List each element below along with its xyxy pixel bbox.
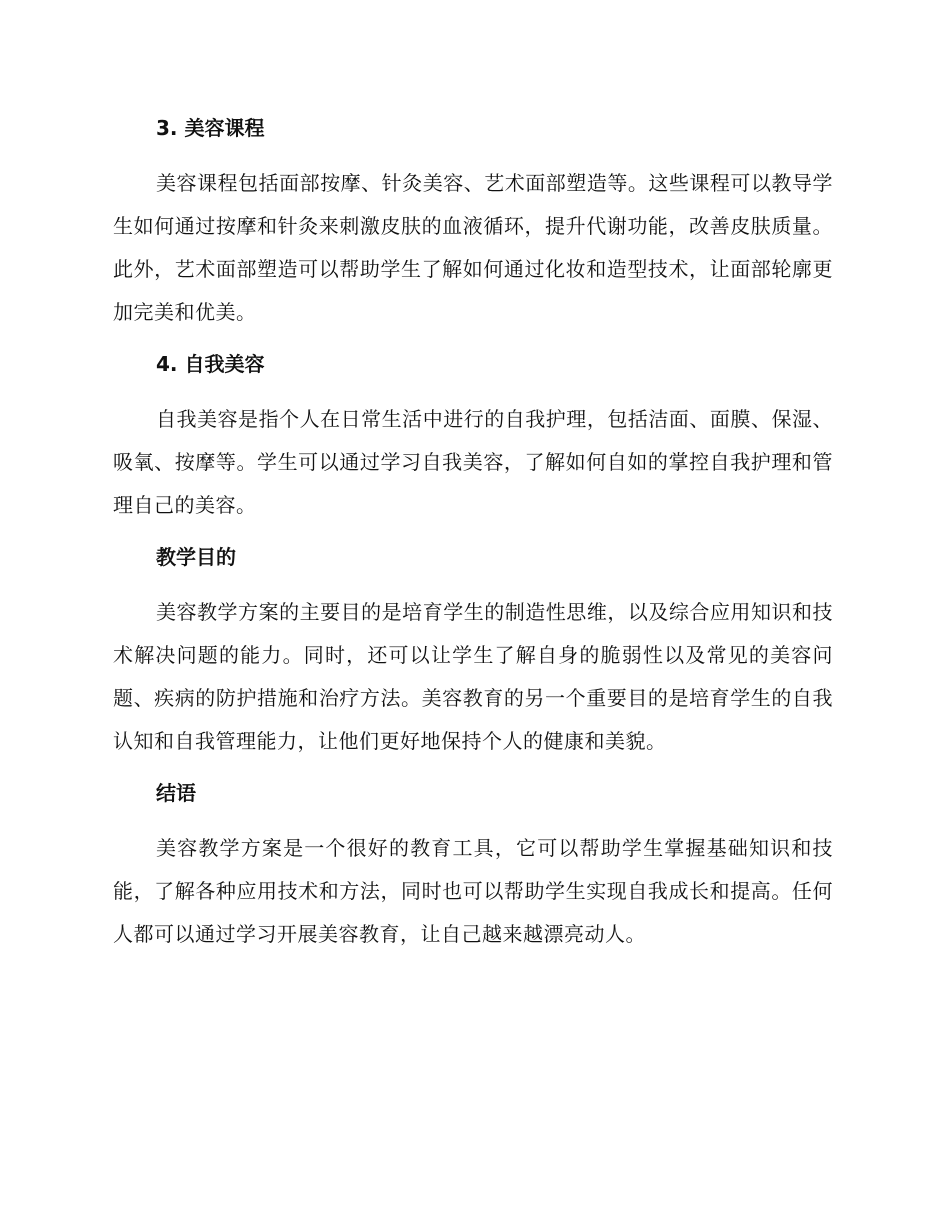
section-paragraph-teaching-goals: 美容教学方案的主要目的是培育学生的制造性思维，以及综合应用知识和技术解决问题的能力。同时，还可以让学生了解自身的脆弱性以及常见的美容问题、疾病的防护措施和治疗方法。美容教育的另一个重要目的是培育学生的自我认知和自我管理能力，让他们更好地保持个人的健康和美貌。	[113, 600, 833, 753]
section-heading-beauty-courses: 3. 美容课程	[156, 116, 265, 140]
section-heading-conclusion: 结语	[156, 781, 196, 805]
section-paragraph-conclusion: 美容教学方案是一个很好的教育工具，它可以帮助学生掌握基础知识和技能，了解各种应用技术和方法，同时也可以帮助学生实现自我成长和提高。任何人都可以通过学习开展美容教育，让自己越来越漂亮动人。	[113, 836, 833, 946]
section-heading-teaching-goals: 教学目的	[156, 545, 236, 569]
section-heading-self-care: 4. 自我美容	[156, 352, 265, 376]
document-body	[113, 108, 833, 956]
section-paragraph-beauty-courses: 美容课程包括面部按摩、针灸美容、艺术面部塑造等。这些课程可以教导学生如何通过按摩和针灸来刺激皮肤的血液循环，提升代谢功能，改善皮肤质量。此外，艺术面部塑造可以帮助学生了解如何通过化妆和造型技术，让面部轮廓更加完美和优美。	[113, 171, 833, 324]
section-paragraph-self-care: 自我美容是指个人在日常生活中进行的自我护理，包括洁面、面膜、保湿、吸氧、按摩等。学生可以通过学习自我美容，了解如何自如的掌控自我护理和管理自己的美容。	[113, 407, 833, 517]
